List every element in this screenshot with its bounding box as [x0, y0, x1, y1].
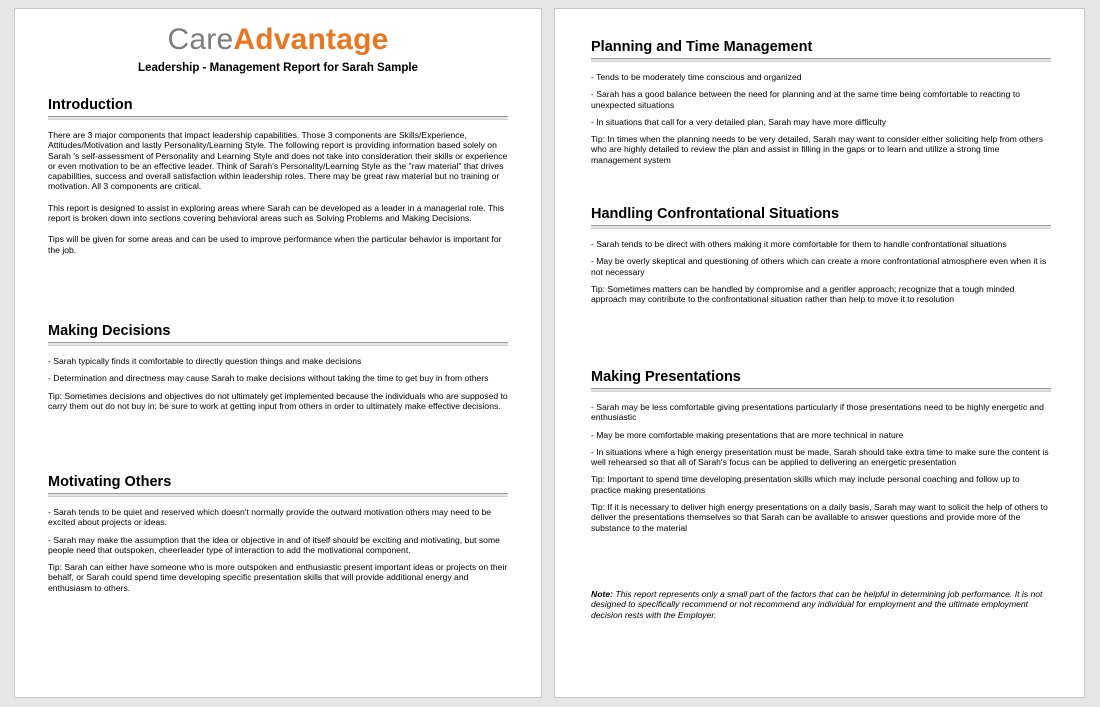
list-item: - Sarah typically finds it comfortable to directly question things and make decisions	[48, 356, 362, 366]
section-body	[591, 239, 1051, 304]
section-making-decisions	[48, 322, 508, 418]
paragraph: There are 3 major components that impact leadership capabilities. Those 3 components are Skills/Experience, Attitudes/Motivation and lastly Personality/Learning Style. The following report is providing information based solely on Sarah 's self-assessment of Personality and Learning Style and does not take into consideration their skills or experience or even motivation to be an effective leader. Think of Sarah's Personality/Learning Style as the "raw material" that drives capabilities, success and overall satisfaction within leadership roles. There may be great raw material but no training or motivation. All 3 components are critical.	[48, 130, 508, 192]
section-confrontational-situations	[591, 205, 1051, 311]
list-item: - Sarah tends to be quiet and reserved which doesn't normally provide the outward motivation others may need to be excited about projects or ideas.	[48, 507, 492, 528]
tip-text: Tip: Sarah can either have someone who is more outspoken and enthusiastic present important ideas or projects on their behalf, or Sarah could spend time developing specific presentation skills that will provide additional energy and enthusiasm to others.	[48, 562, 508, 593]
note-text: This report represents only a small part of the factors that can be helpful in determining job performance. It is not designed to specifically recommend or not recommend any individual for employment and the ultimate employment decision rests with the Employer.	[591, 589, 1043, 620]
section-planning-time-management	[591, 38, 1051, 172]
section-making-presentations	[591, 368, 1051, 540]
list-item: - May be more comfortable making presentations that are more technical in nature	[591, 429, 904, 440]
section-motivating-others	[48, 473, 508, 600]
list-item: - Sarah may make the assumption that the idea or objective in and of itself should be exciting and motivating, but some people need that outspoken, cheerleader type of interaction to add the motivational component.	[48, 534, 500, 555]
list-item: - Tends to be moderately time conscious and organized	[591, 72, 802, 82]
logo-advantage-text: Advantage	[233, 23, 389, 56]
paragraph: Tips will be given for some areas and can be used to improve performance when the particular behavior is important for the job.	[48, 234, 502, 255]
section-heading: Motivating Others	[48, 474, 172, 490]
section-divider	[48, 342, 508, 346]
list-item: - Determination and directness may cause Sarah to make decisions without taking the time to get buy in from others	[48, 373, 489, 384]
document-page-2	[554, 8, 1085, 698]
list-item: - In situations where a high energy presentation must be made, Sarah should take extra time to make sure the content is well rehearsed so that all of Sarah's focus can be applied to delivering an energetic presentation	[591, 446, 1049, 468]
logo-care-text: Care	[167, 23, 234, 56]
section-introduction	[48, 96, 508, 262]
tip-text: Tip: Sometimes decisions and objectives do not ultimately get implemented because the individuals who are supposed to carry them out do not buy in; be sure to work at getting input from others in order to ultimately make effective decisions.	[48, 390, 508, 411]
list-item: - Sarah tends to be direct with others making it more comfortable for them to handle confrontational situations	[591, 239, 1007, 249]
section-heading: Introduction	[48, 97, 133, 113]
section-divider	[591, 225, 1051, 229]
list-item: - Sarah has a good balance between the need for planning and at the same time being comfortable to reacting to unexpected situations	[591, 89, 1021, 110]
section-heading: Planning and Time Management	[591, 39, 813, 55]
disclaimer-note	[591, 589, 1051, 620]
section-heading: Making Decisions	[48, 323, 171, 339]
tip-text: Tip: In times when the planning needs to be very detailed, Sarah may want to consider either soliciting help from others who are highly detailed to review the plan and assist in filling in the gaps or to learn and utilize a strong time management system	[591, 134, 1044, 165]
note-label: Note:	[591, 589, 613, 599]
section-divider	[48, 116, 508, 120]
tip-text: Tip: Sometimes matters can be handled by compromise and a gentler approach; recognize that a tough minded approach may contribute to the confrontational situation rather than help to move it to resolution	[591, 283, 1015, 305]
section-body	[591, 402, 1051, 533]
section-body	[48, 356, 508, 411]
section-body	[591, 72, 1051, 165]
list-item: - Sarah may be less comfortable giving presentations particularly if those presentations need to be highly energetic and enthusiastic	[591, 402, 1044, 423]
section-divider	[591, 388, 1051, 392]
report-title: Leadership - Management Report for Sarah Sample	[138, 62, 418, 74]
section-heading: Handling Confrontational Situations	[591, 206, 840, 222]
section-body	[48, 507, 508, 593]
section-divider	[48, 493, 508, 497]
paragraph: This report is designed to assist in exploring areas where Sarah can be developed as a leader in a managerial role. This report is broken down into sections covering behavioral areas such as Solving Problems and Making Decisions.	[48, 202, 505, 224]
list-item: - May be overly skeptical and questioning of others which can create a more confrontational atmosphere even when it is not necessary	[591, 256, 1047, 277]
tip-text: Tip: If it is necessary to deliver high energy presentations on a daily basis, Sarah may want to solicit the help of others to deliver the presentations themselves so that Sarah can be available to answer questions and provide more of the substance to the material	[591, 502, 1048, 533]
tip-text: Tip: Important to spend time developing presentation skills which may include personal coaching and follow up to practice making presentations	[591, 474, 1020, 495]
section-divider	[591, 58, 1051, 62]
list-item: - In situations that call for a very detailed plan, Sarah may have more difficulty	[591, 116, 887, 127]
section-heading: Making Presentations	[591, 369, 741, 385]
document-page-1	[14, 8, 542, 698]
care-advantage-logo	[15, 23, 541, 57]
section-body	[48, 130, 508, 255]
